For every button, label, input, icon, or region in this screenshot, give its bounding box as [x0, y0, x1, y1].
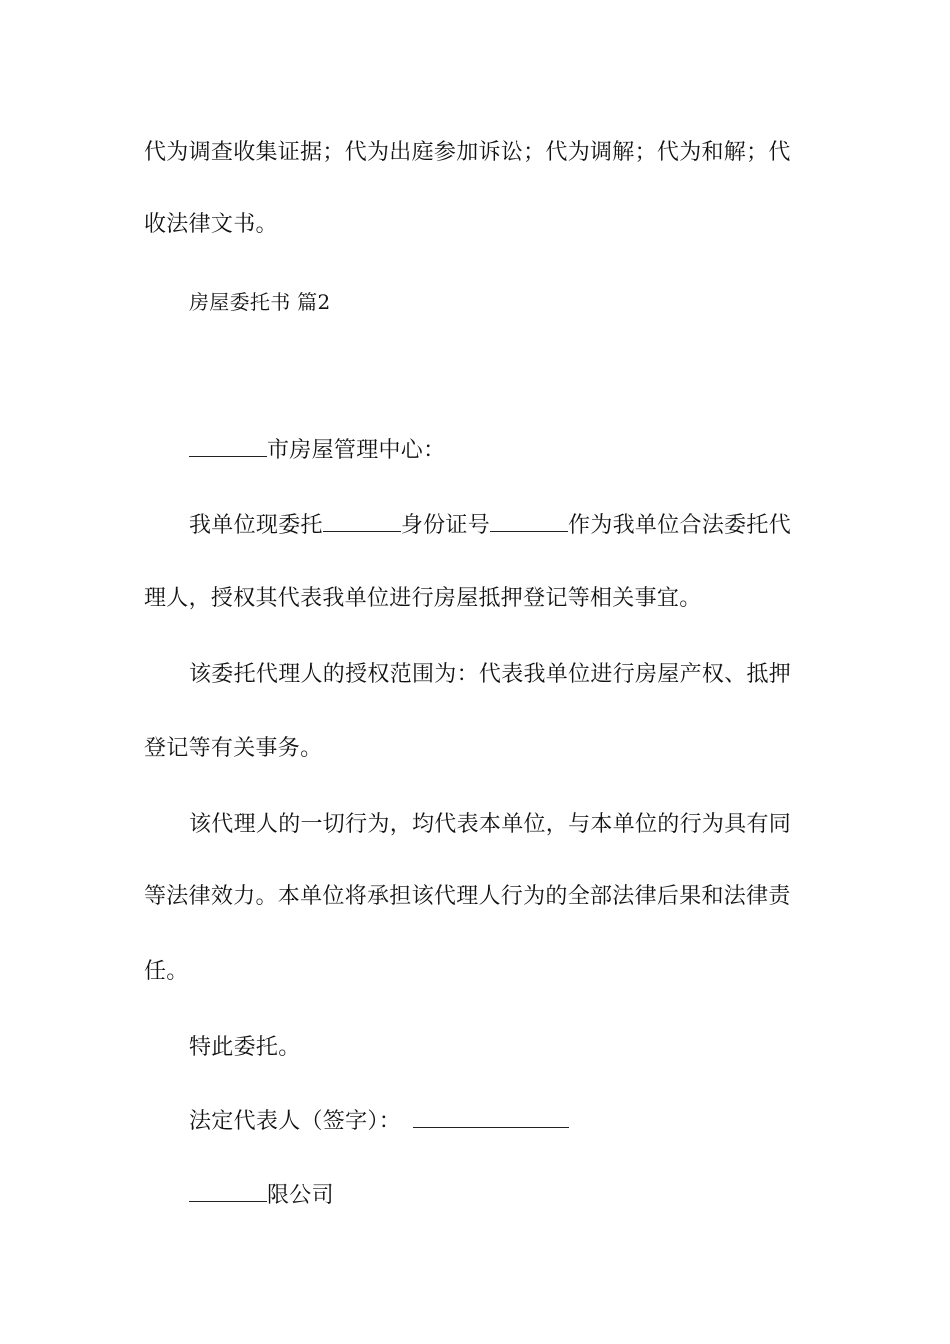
text: 该代理人的一切行为，均代表本单位，与本单位的行为具有同	[189, 812, 792, 837]
closing-line	[189, 1033, 301, 1063]
addressee-line	[189, 436, 445, 466]
text: 任。	[144, 959, 189, 984]
blank-field	[189, 436, 267, 457]
text: 我单位现委托	[189, 513, 323, 538]
section-title-text: 房屋委托书 篇2	[189, 290, 331, 314]
closing-text: 特此委托。	[189, 1035, 301, 1060]
text: 代为调查收集证据；代为出庭参加诉讼；代为调解；代为和解；代	[144, 140, 791, 165]
signature-line	[189, 1107, 569, 1137]
blank-field	[490, 511, 568, 532]
paragraph-line	[189, 511, 791, 541]
signature-blank	[413, 1107, 569, 1128]
paragraph-line	[144, 138, 791, 168]
paragraph-line	[144, 734, 322, 764]
text: 收法律文书。	[144, 212, 278, 237]
paragraph-line	[189, 660, 791, 690]
text: 理人，授权其代表我单位进行房屋抵押登记等相关事宜。	[144, 586, 702, 611]
text: 身份证号	[400, 513, 491, 538]
paragraph-line	[144, 584, 702, 614]
paragraph-line	[144, 957, 189, 987]
text: 该委托代理人的授权范围为：代表我单位进行房屋产权、抵押	[189, 662, 792, 687]
blank-field	[323, 511, 401, 532]
blank-field	[189, 1181, 267, 1202]
paragraph-line	[144, 882, 791, 912]
company-text: 限公司	[267, 1183, 334, 1208]
paragraph-line	[144, 210, 278, 240]
addressee-text: 市房屋管理中心：	[267, 438, 446, 463]
text: 登记等有关事务。	[144, 736, 323, 761]
text: 等法律效力。本单位将承担该代理人行为的全部法律后果和法律责	[144, 884, 791, 909]
signature-label: 法定代表人（签字）：	[189, 1109, 402, 1134]
company-line	[189, 1181, 334, 1211]
paragraph-line	[189, 810, 791, 840]
text: 作为我单位合法委托代	[568, 513, 792, 538]
section-title	[189, 287, 330, 317]
